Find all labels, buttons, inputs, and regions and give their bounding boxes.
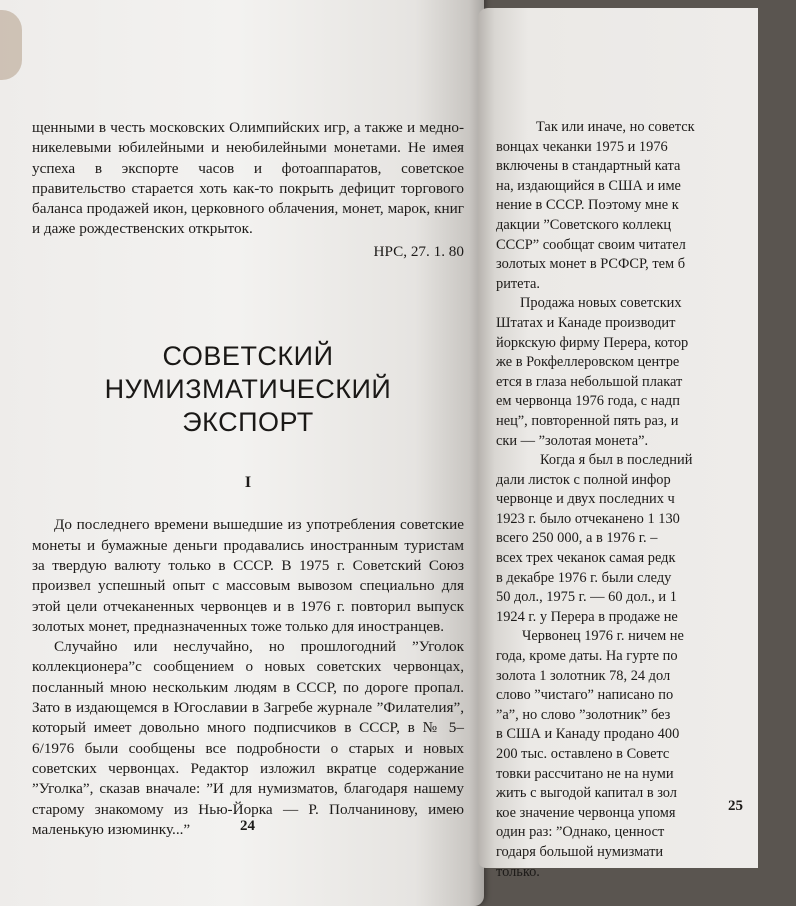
paragraph-2: Случайно или неслучайно, но прошлогодний ”Уголок коллекционера”с сообщением о новых советских червонцах, посланный мною нескольким людям в СССР, по дороге пропал. Зато в издающемся в Югославии в Загребе журнале ”Филателия”, который имеет довольно много подписчиков в СССР, в № 5–6/1976 были сообщены все подробности о старых и новых советских червонцах. Редактор изложил вкратце содержание ”Уголка”, сказав вначале: ”И для нумизматов, благодаря нашему старому знакомому из Нью-Йорка — Р. Полчанинову, имею маленькую изюминку...” [32, 638, 464, 838]
text-line: Так или иначе, но советск [536, 119, 695, 135]
text-line: червонце и двух последних ч [496, 491, 675, 508]
text-line: всех трех чеканок самая редк [496, 550, 676, 567]
continued-paragraph: щенными в честь московских Олимпийских игр, а также и медно-никелевыми юбилейными и неюбилейными монетами. Не имея успеха в экспорте часов и фотоаппаратов, советское правительство старается хоть как-то покрыть дефицит торгового баланса продажей икон, церковного облачения, монет, марок, книг и даже рождественских открыток. [32, 119, 464, 238]
text-line: йоркскую фирму Перера, котор [496, 334, 689, 351]
text-line: только. [496, 863, 540, 880]
text-line: золотых монет в РСФСР, тем б [496, 256, 686, 273]
text-line: ется в глаза небольшой плакат [496, 373, 683, 390]
text-line: товки рассчитано не на нуми [496, 765, 674, 782]
text-line: ем червонца 1976 года, с надп [496, 393, 680, 410]
text-line: в декабре 1976 г. были следу [496, 569, 672, 586]
text-line: вонцах чеканки 1975 и 1976 [496, 138, 668, 155]
heading-line-1: СОВЕТСКИЙ [162, 341, 334, 372]
section-number: I [244, 474, 252, 492]
text-line: кое значение червонца упомя [496, 804, 676, 821]
page-number-left: 24 [240, 818, 255, 834]
text-line: Когда я был в последний [540, 452, 693, 469]
text-line: золота 1 золотник 78, 24 дол [496, 667, 671, 684]
text-line: 200 тыс. оставлено в Советс [496, 746, 670, 762]
right-page-text [496, 118, 796, 882]
chapter-heading [32, 340, 464, 439]
text-line: 1924 г. у Перера в продаже не [496, 608, 678, 625]
text-line: нение в СССР. Поэтому мне к [496, 197, 679, 214]
page-number-right: 25 [728, 798, 743, 814]
heading-line-3: ЭКСПОРТ [182, 407, 314, 438]
text-line: в США и Канаду продано 400 [496, 726, 680, 743]
thumb [0, 10, 22, 80]
text-line: Червонец 1976 г. ничем не [522, 628, 684, 645]
text-line: года, кроме даты. На гурте по [496, 648, 678, 665]
text-line: нец”, повторенной пять раз, и [496, 412, 679, 429]
heading-line-2: НУМИЗМАТИЧЕСКИЙ [104, 374, 392, 405]
text-line: один раз: ”Однако, ценност [496, 824, 665, 841]
text-line: всего 250 000, а в 1976 г. – [496, 530, 658, 547]
left-page-text [32, 118, 464, 840]
text-line: слово ”чистаго” написано по [496, 687, 674, 704]
text-line: 50 дол., 1975 г. — 60 дол., и 1 [496, 589, 677, 606]
source-citation: НРС, 27. 1. 80 [373, 242, 464, 260]
text-line: на, издающийся в США и име [496, 177, 681, 194]
text-line: 1923 г. было отчеканено 1 130 [496, 510, 680, 527]
text-line: Продажа новых советских [520, 295, 682, 312]
text-line: ритета. [496, 275, 541, 292]
text-line: дакции ”Советского коллекц [496, 216, 672, 233]
text-line: ски — ”золотая монета”. [496, 432, 649, 449]
text-line: включены в стандартный ката [496, 158, 681, 175]
text-line: годаря большой нумизмати [496, 843, 664, 860]
text-line: Штатах и Канаде производит [496, 314, 676, 331]
text-line: жить с выгодой капитал в зол [496, 785, 677, 802]
paragraph-1: До последнего времени вышедшие из употребления советские монеты и бумажные деньги продавались иностранным туристам за твердую валюту только в СССР. В 1975 г. Советский Союз произвел успешный опыт с массовым вывозом специально для этой цели отчеканенных червонцев и в 1976 г. повторил выпуск золотых монет, предназначенных тоже только для иностранцев. [32, 516, 464, 635]
text-line: ”а”, но слово ”золотник” без [496, 706, 671, 723]
text-line: СССР” сообщат своим читател [496, 236, 686, 253]
text-line: дали листок с полной инфор [496, 471, 671, 488]
text-line: же в Рокфеллеровском центре [496, 354, 680, 371]
